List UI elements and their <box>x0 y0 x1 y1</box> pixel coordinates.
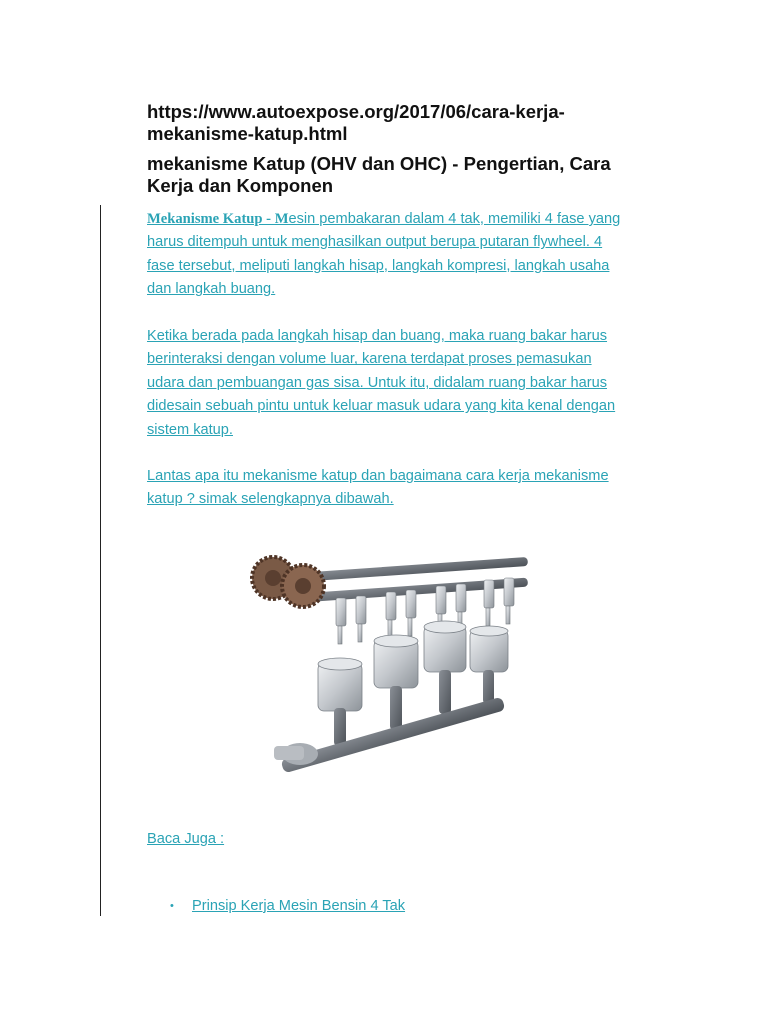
related-link[interactable]: Prinsip Kerja Mesin Bensin 4 Tak <box>192 898 406 914</box>
read-also-label[interactable]: Baca Juga : <box>147 831 225 847</box>
url-heading: https://www.autoexpose.org/2017/06/cara-kerja-mekanisme-katup.html <box>147 101 565 144</box>
piston-icon <box>318 621 508 711</box>
engine-valve-mechanism-image <box>248 548 538 774</box>
related-link-item[interactable] <box>170 895 405 918</box>
margin-rule <box>100 205 101 916</box>
intro-body-text[interactable]: esin pembakaran dalam 4 tak, memiliki 4 fase yang harus ditempuh untuk menghasilkan output berupa putaran flywheel. 4 fase tersebut, meliputi langkah hisap, langkah kompresi, langkah usaha dan langkah buang. <box>147 211 621 298</box>
valve-paragraph[interactable]: Ketika berada pada langkah hisap dan buang, maka ruang bakar harus berinteraksi dengan volume luar, karena terdapat proses pemasukan udara dan pembuangan gas sisa. Untuk itu, didalam ruang bakar harus didesain sebuah pintu untuk keluar masuk udara yang kita kenal dengan sistem katup. <box>147 328 616 438</box>
question-paragraph[interactable]: Lantas apa itu mekanisme katup dan bagaimana cara kerja mekanisme katup ? simak selengkapnya dibawah. <box>147 468 609 508</box>
intro-lead-text[interactable]: Mekanisme Katup - M <box>147 211 289 227</box>
intro-paragraph[interactable] <box>147 208 627 302</box>
page-title: mekanisme Katup (OHV dan OHC) - Pengertian, Cara Kerja dan Komponen <box>147 153 611 196</box>
bullet-icon: • <box>170 900 174 912</box>
timing-gear-icon <box>252 557 324 607</box>
